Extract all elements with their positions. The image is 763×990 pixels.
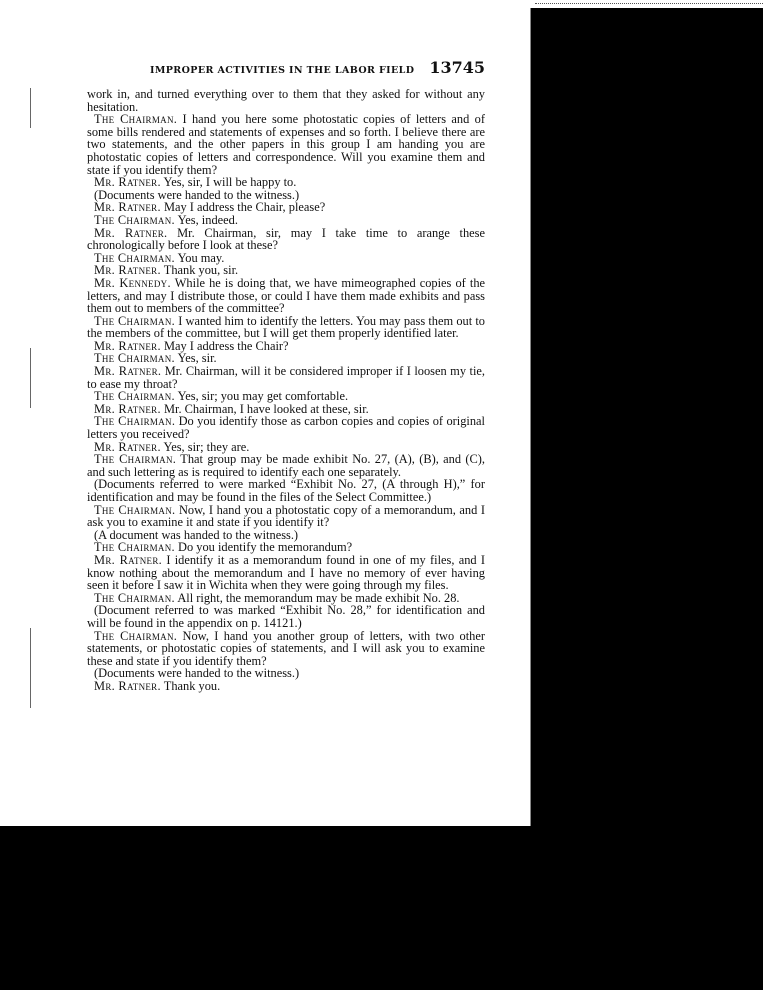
scan-top-edge [0,0,763,8]
paragraph-text: All right, the memorandum may be made exhibit No. 28. [177,590,460,605]
paragraph-text: (Document referred to was marked “Exhibit No. 28,” for identification and will be found in the appendix on p. 14121.) [87,603,485,630]
speaker-name: Mr. Ratner. [94,225,168,240]
transcript-paragraph [87,680,485,693]
paragraph-text: May I address the Chair, please? [164,200,326,215]
scan-margin-mark [30,348,31,408]
transcript-paragraph [87,554,485,592]
paragraph-text: I hand you here some photostatic copies of letters and of some bills rendered and statements of expenses and so forth. I believe there are two statements, and the other papers in this group I am handing you are photostatic copies of letters and correspondence. Will you examine them and state if you identify them? [87,112,485,177]
paragraph-text: Yes, sir; you may get comfortable. [177,389,349,404]
paragraph-text: work in, and turned everything over to them that they asked for without any hesitation. [87,87,485,114]
paragraph-text: Do you identify those as carbon copies and copies of original letters you received? [87,414,485,442]
paragraph-text: Mr. Chairman, I have looked at these, sir. [164,401,369,416]
speaker-name: The Chairman. [94,502,176,517]
transcript-paragraph [87,365,485,390]
paragraph-text: Yes, sir, I will be happy to. [163,175,297,190]
speaker-name: The Chairman. [94,452,177,467]
paragraph-text: Thank you, sir. [163,263,239,278]
speaker-name: The Chairman. [94,540,175,555]
paragraph-text: You may. [177,250,225,265]
transcript-body [87,88,485,693]
speaker-name: The Chairman. [94,590,175,605]
running-title: IMPROPER ACTIVITIES IN THE LABOR FIELD [150,65,415,76]
speaker-name: Mr. Ratner. [94,401,161,416]
paragraph-text: (Documents were handed to the witness.) [94,666,300,681]
speaker-name: Mr. Ratner. [94,175,161,190]
page-header [150,58,485,77]
paragraph-text: Now, I hand you another group of letters, with two other statements, or photostatic copies of statements, and I will ask you to examine these and state if you identify them? [87,628,485,668]
speaker-name: Mr. Ratner. [94,439,161,454]
speaker-name: The Chairman. [94,112,178,127]
transcript-paragraph [87,504,485,529]
speaker-name: Mr. Ratner. [94,552,163,567]
speaker-name: Mr. Kennedy. [94,275,171,290]
transcript-paragraph [87,315,485,340]
speaker-name: Mr. Ratner. [94,338,161,353]
speaker-name: Mr. Ratner. [94,263,161,278]
scan-margin-mark [30,628,31,708]
speaker-name: The Chairman. [94,628,178,643]
paragraph-text: Do you identify the memorandum? [178,540,353,555]
speaker-name: The Chairman. [94,389,175,404]
speaker-name: The Chairman. [94,313,176,328]
paragraph-text: I wanted him to identify the letters. You may pass them out to the members of the committee, but I will get them properly identified later. [87,313,485,341]
transcript-paragraph [87,453,485,478]
transcript-paragraph [87,113,485,176]
transcript-paragraph [87,630,485,668]
paragraph-text: Mr. Chairman, sir, may I take time to arange these chronologically before I look at these? [87,225,485,253]
transcript-paragraph [87,415,485,440]
paragraph-text: Yes, sir. [177,351,217,366]
document-page [0,8,531,826]
paragraph-text: While he is doing that, we have mimeographed copies of the letters, and may I distribute those, or could I have them made exhibits and pass them out to members of the committee? [87,275,486,316]
paragraph-text: Now, I hand you a photostatic copy of a memorandum, and I ask you to examine it and state if you identify it? [87,502,485,530]
speaker-name: Mr. Ratner. [94,364,162,379]
paragraph-text: That group may be made exhibit No. 27, (A), (B), and (C), and such lettering as is required to identify each one separately. [87,452,486,479]
paragraph-text: (A document was handed to the witness.) [94,527,299,542]
paragraph-text: (Documents referred to were marked “Exhibit No. 27, (A through H),” for identification and may be found in the files of the Select Committee.) [87,477,485,504]
paragraph-text: Mr. Chairman, will it be considered improper if I loosen my tie, to ease my throat? [87,364,485,391]
paragraph-text: Thank you. [163,678,221,693]
transcript-paragraph [87,277,485,315]
speaker-name: Mr. Ratner. [94,200,161,215]
transcript-paragraph [87,604,485,629]
page-number: 13745 [429,58,485,77]
scan-margin-mark [30,88,31,128]
speaker-name: The Chairman. [94,250,175,265]
paragraph-text: Yes, sir; they are. [163,439,250,454]
speaker-name: Mr. Ratner. [94,678,161,693]
transcript-paragraph [87,88,485,113]
transcript-paragraph [87,478,485,503]
transcript-paragraph [87,227,485,252]
speaker-name: The Chairman. [94,414,176,429]
paragraph-text: (Documents were handed to the witness.) [94,187,300,202]
paragraph-text: I identify it as a memorandum found in one of my files, and I know nothing about the memorandum and I have no memory of ever having seen it before I saw it in Wichita when they were going through my files. [87,552,485,593]
paragraph-text: Yes, indeed. [177,212,238,227]
speaker-name: The Chairman. [94,212,175,227]
speaker-name: The Chairman. [94,351,175,366]
paragraph-text: May I address the Chair? [164,338,289,353]
